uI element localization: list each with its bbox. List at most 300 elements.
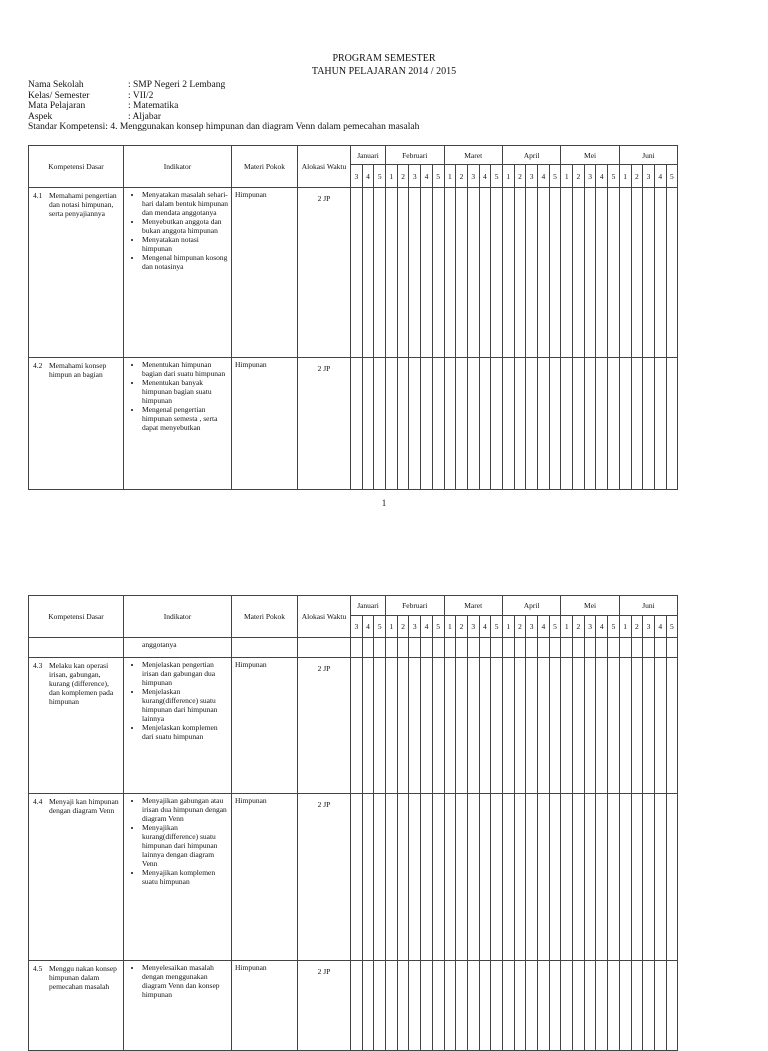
indikator-list [126, 660, 229, 741]
week-cell [631, 658, 643, 794]
week-cell [619, 358, 631, 490]
week-number: 2 [631, 616, 643, 638]
indikator-item: • Menyajikan gabungan atau irisan dua himpunan dengan diagram Venn [142, 796, 229, 823]
week-cell [619, 961, 631, 1051]
week-cell [386, 961, 398, 1051]
kd-cell [29, 794, 124, 961]
week-number: 3 [409, 616, 421, 638]
indikator-item: • Menyatakan masalah sehari- hari dalam bentuk himpunan dan mendata anggotanya [142, 190, 229, 217]
week-cell [362, 794, 374, 961]
week-cell [351, 961, 363, 1051]
week-number: 2 [397, 165, 409, 188]
week-number: 2 [514, 616, 526, 638]
week-cell [596, 794, 608, 961]
week-cell [666, 188, 678, 358]
week-number: 2 [397, 616, 409, 638]
week-cell [526, 638, 538, 658]
month-header: Maret [444, 596, 502, 616]
week-cell [467, 188, 479, 358]
week-cell [631, 794, 643, 961]
week-cell [421, 794, 433, 961]
week-cell [573, 358, 585, 490]
week-number: 5 [549, 165, 561, 188]
info-label: Aspek [28, 111, 53, 122]
info-value: : VII/2 [128, 90, 154, 101]
week-cell [491, 658, 503, 794]
week-number: 1 [444, 616, 456, 638]
week-number: 5 [608, 616, 620, 638]
week-cell [654, 794, 666, 961]
week-cell [538, 638, 550, 658]
week-cell [386, 188, 398, 358]
week-number: 5 [374, 165, 386, 188]
indikator-list [126, 190, 229, 271]
week-cell [397, 961, 409, 1051]
standar-kompetensi: Standar Kompetensi: 4. Menggunakan konsep himpunan dan diagram Venn dalam pemecahan masalah [28, 122, 420, 132]
week-cell [386, 658, 398, 794]
week-cell [596, 961, 608, 1051]
week-cell [526, 188, 538, 358]
week-number: 4 [479, 616, 491, 638]
week-cell [432, 794, 444, 961]
week-cell [666, 658, 678, 794]
week-number: 1 [502, 616, 514, 638]
week-cell [666, 638, 678, 658]
page-number: 1 [381, 498, 387, 508]
indikator-header: Indikator [124, 596, 232, 638]
week-cell [584, 358, 596, 490]
week-cell [526, 794, 538, 961]
week-number: 4 [362, 616, 374, 638]
week-cell [467, 358, 479, 490]
week-cell [573, 188, 585, 358]
week-cell [596, 658, 608, 794]
week-cell [619, 188, 631, 358]
week-number: 1 [386, 616, 398, 638]
week-cell [444, 188, 456, 358]
week-cell [421, 638, 433, 658]
table-row [29, 658, 678, 794]
document-subtitle: TAHUN PELAJARAN 2014 / 2015 [311, 66, 457, 77]
month-header: Juni [619, 146, 677, 165]
week-number: 4 [596, 616, 608, 638]
week-number: 1 [561, 165, 573, 188]
indikator-item: • Menyatakan notasi himpunan [142, 235, 229, 253]
indikator-item: • Menjelaskan komplemen dari suatu himpunan [142, 723, 229, 741]
week-number: 3 [643, 616, 655, 638]
week-cell [444, 794, 456, 961]
week-cell [491, 638, 503, 658]
week-cell [538, 658, 550, 794]
week-cell [479, 638, 491, 658]
week-cell [573, 658, 585, 794]
week-cell [421, 358, 433, 490]
week-cell [514, 358, 526, 490]
kd-number: 4.5 [33, 964, 43, 973]
week-number: 3 [526, 165, 538, 188]
week-cell [573, 961, 585, 1051]
week-cell [409, 638, 421, 658]
week-number: 1 [502, 165, 514, 188]
week-cell [491, 188, 503, 358]
indikator-cell [124, 358, 232, 490]
alokasi-header: Alokasi Waktu [298, 596, 351, 638]
week-number: 4 [421, 616, 433, 638]
week-number: 5 [374, 616, 386, 638]
week-cell [432, 188, 444, 358]
kd-number: 4.1 [33, 191, 43, 200]
week-cell [362, 961, 374, 1051]
week-number: 5 [666, 165, 678, 188]
week-cell [351, 188, 363, 358]
week-cell [374, 188, 386, 358]
kd-number: 4.3 [33, 661, 43, 670]
materi-cell: Himpunan [232, 794, 298, 961]
table-row [29, 358, 678, 490]
kd-header: Kompetensi Dasar [29, 596, 124, 638]
week-cell [456, 658, 468, 794]
kd-text: Menggu nakan konsep himpunan dalam pemecahan masalah [49, 964, 117, 991]
week-cell [561, 794, 573, 961]
week-cell [444, 358, 456, 490]
week-cell [397, 638, 409, 658]
week-number: 5 [608, 165, 620, 188]
indikator-cell [124, 794, 232, 961]
indikator-item: • Menjelaskan kurang(difference) suatu himpunan dari himpunan lainnya [142, 687, 229, 723]
week-cell [479, 961, 491, 1051]
month-header: Februari [386, 146, 444, 165]
week-number: 3 [526, 616, 538, 638]
materi-cell: Himpunan [232, 658, 298, 794]
info-value: : Aljabar [128, 111, 161, 122]
kd-number: 4.2 [33, 361, 43, 370]
week-number: 5 [549, 616, 561, 638]
indikator-item: • Menjelaskan pengertian irisan dan gabungan dua himpunan [142, 660, 229, 687]
week-cell [631, 638, 643, 658]
kd-cell [29, 638, 124, 658]
document-title: PROGRAM SEMESTER [332, 53, 436, 64]
indikator-item: • Mengenal pengertian himpunan semesta , serta dapat menyebutkan [142, 405, 229, 432]
week-cell [456, 961, 468, 1051]
week-cell [374, 638, 386, 658]
month-header: Mei [561, 596, 619, 616]
month-header: Maret [444, 146, 502, 165]
week-cell [397, 358, 409, 490]
week-cell [421, 658, 433, 794]
month-header: Januari [351, 596, 386, 616]
info-row [28, 112, 419, 123]
week-number: 2 [456, 616, 468, 638]
kd-text: Melaku kan operasi irisan, gabungan, kurang (difference), dan komplemen pada himpunan [49, 661, 114, 706]
alokasi-cell: 2 JP [298, 961, 351, 1051]
week-cell [619, 794, 631, 961]
week-number: 1 [619, 165, 631, 188]
week-cell [666, 961, 678, 1051]
week-cell [561, 638, 573, 658]
school-info [28, 80, 419, 133]
week-number: 3 [643, 165, 655, 188]
week-number: 5 [491, 616, 503, 638]
week-cell [409, 358, 421, 490]
week-number: 4 [538, 165, 550, 188]
alokasi-cell: 2 JP [298, 794, 351, 961]
week-number: 5 [491, 165, 503, 188]
week-cell [643, 188, 655, 358]
week-cell [643, 358, 655, 490]
week-cell [502, 358, 514, 490]
indikator-list [126, 963, 229, 999]
indikator-item: • Menyebutkan anggota dan bukan anggota himpunan [142, 217, 229, 235]
month-header: Mei [561, 146, 619, 165]
indikator-item: • Menyelesaikan masalah dengan menggunakan diagram Venn dan konsep himpunan [142, 963, 229, 999]
indikator-list [126, 360, 229, 432]
week-number: 2 [514, 165, 526, 188]
week-cell [561, 358, 573, 490]
alokasi-cell [298, 638, 351, 658]
materi-header: Materi Pokok [232, 596, 298, 638]
week-number: 2 [573, 616, 585, 638]
week-cell [654, 638, 666, 658]
week-cell [631, 188, 643, 358]
week-cell [643, 794, 655, 961]
week-cell [502, 188, 514, 358]
week-cell [608, 794, 620, 961]
week-cell [467, 794, 479, 961]
week-number: 4 [654, 616, 666, 638]
month-header: April [502, 146, 560, 165]
week-number: 4 [654, 165, 666, 188]
week-cell [456, 188, 468, 358]
page-title [0, 52, 768, 78]
week-cell [502, 638, 514, 658]
materi-cell [232, 638, 298, 658]
info-row [28, 101, 419, 112]
info-value: : SMP Negeri 2 Lembang [128, 80, 226, 90]
info-label: Kelas/ Semester [28, 90, 90, 101]
week-cell [608, 961, 620, 1051]
week-cell [479, 188, 491, 358]
week-number: 4 [421, 165, 433, 188]
indikator-item: • Menyajikan kurang(difference) suatu himpunan dari himpunan lainnya dengan diagram Venn [142, 823, 229, 868]
week-cell [514, 188, 526, 358]
continuation-text: anggotanya [124, 638, 232, 658]
week-cell [409, 794, 421, 961]
week-cell [584, 188, 596, 358]
week-cell [631, 358, 643, 490]
week-cell [643, 638, 655, 658]
indikator-header: Indikator [124, 146, 232, 188]
materi-header: Materi Pokok [232, 146, 298, 188]
month-header: Februari [386, 596, 444, 616]
week-cell [514, 961, 526, 1051]
alokasi-cell: 2 JP [298, 658, 351, 794]
week-cell [374, 358, 386, 490]
week-cell [421, 961, 433, 1051]
week-cell [444, 658, 456, 794]
week-cell [538, 358, 550, 490]
week-cell [502, 961, 514, 1051]
week-cell [397, 188, 409, 358]
indikator-item: • Menyajikan komplemen suatu himpunan [142, 868, 229, 886]
week-number: 5 [432, 616, 444, 638]
week-cell [596, 188, 608, 358]
week-cell [409, 658, 421, 794]
kd-cell [29, 658, 124, 794]
week-cell [409, 188, 421, 358]
month-header: April [502, 596, 560, 616]
week-cell [467, 961, 479, 1051]
week-cell [549, 188, 561, 358]
kd-cell [29, 358, 124, 490]
week-cell [666, 358, 678, 490]
week-number: 4 [596, 165, 608, 188]
week-number: 1 [619, 616, 631, 638]
materi-cell: Himpunan [232, 961, 298, 1051]
week-cell [643, 961, 655, 1051]
week-cell [444, 961, 456, 1051]
week-cell [432, 358, 444, 490]
week-cell [432, 638, 444, 658]
week-cell [549, 658, 561, 794]
kd-text: Memahami pengertian dan notasi himpunan, serta penyajiannya [49, 191, 117, 218]
indikator-item: • Menentukan banyak himpunan bagian suatu himpunan [142, 378, 229, 405]
week-cell [526, 358, 538, 490]
header-row [29, 146, 678, 165]
materi-cell: Himpunan [232, 188, 298, 358]
week-number: 3 [351, 165, 363, 188]
week-number: 2 [631, 165, 643, 188]
week-cell [584, 961, 596, 1051]
week-cell [386, 358, 398, 490]
week-cell [456, 358, 468, 490]
week-cell [479, 658, 491, 794]
week-cell [351, 358, 363, 490]
week-cell [374, 658, 386, 794]
week-cell [549, 794, 561, 961]
week-cell [619, 638, 631, 658]
week-number: 3 [351, 616, 363, 638]
week-number: 3 [467, 165, 479, 188]
week-cell [608, 638, 620, 658]
week-number: 5 [666, 616, 678, 638]
info-label: Nama Sekolah [28, 80, 84, 90]
week-cell [514, 794, 526, 961]
info-label: Mata Pelajaran [28, 101, 86, 111]
kd-text: Menyaji kan himpunan dengan diagram Venn [49, 797, 119, 815]
week-number: 4 [479, 165, 491, 188]
indikator-list [126, 796, 229, 886]
info-row [28, 80, 419, 91]
week-cell [432, 961, 444, 1051]
week-cell [596, 358, 608, 490]
week-number: 3 [584, 165, 596, 188]
week-cell [654, 658, 666, 794]
kd-number: 4.4 [33, 797, 43, 806]
alokasi-cell: 2 JP [298, 188, 351, 358]
table-row [29, 794, 678, 961]
week-cell [538, 961, 550, 1051]
week-cell [526, 658, 538, 794]
week-cell [351, 794, 363, 961]
week-cell [386, 794, 398, 961]
indikator-item: • Menentukan himpunan bagian dari suatu himpunan [142, 360, 229, 378]
week-cell [526, 961, 538, 1051]
week-cell [456, 638, 468, 658]
week-cell [467, 658, 479, 794]
week-cell [362, 358, 374, 490]
week-cell [619, 658, 631, 794]
header-row [29, 596, 678, 616]
week-cell [514, 658, 526, 794]
table-row [29, 961, 678, 1051]
week-cell [444, 638, 456, 658]
week-cell [608, 658, 620, 794]
kd-header: Kompetensi Dasar [29, 146, 124, 188]
materi-cell: Himpunan [232, 358, 298, 490]
week-number: 5 [432, 165, 444, 188]
week-cell [351, 658, 363, 794]
week-cell [643, 658, 655, 794]
week-cell [584, 658, 596, 794]
month-header: Juni [619, 596, 677, 616]
week-cell [596, 638, 608, 658]
week-number: 4 [538, 616, 550, 638]
week-cell [362, 658, 374, 794]
week-number: 3 [584, 616, 596, 638]
week-cell [491, 961, 503, 1051]
week-number: 2 [573, 165, 585, 188]
indikator-cell [124, 658, 232, 794]
week-cell [397, 794, 409, 961]
week-number: 1 [561, 616, 573, 638]
week-cell [666, 794, 678, 961]
week-cell [584, 794, 596, 961]
week-number: 3 [467, 616, 479, 638]
kd-cell [29, 961, 124, 1051]
week-cell [654, 188, 666, 358]
week-cell [374, 794, 386, 961]
week-cell [561, 961, 573, 1051]
indikator-item: • Mengenal himpunan kosong dan notasinya [142, 253, 229, 271]
semester-program-table-continued [28, 595, 678, 1051]
info-row [28, 91, 419, 102]
table-row [29, 188, 678, 358]
alokasi-header: Alokasi Waktu [298, 146, 351, 188]
indikator-cell [124, 188, 232, 358]
week-cell [608, 358, 620, 490]
kd-cell [29, 188, 124, 358]
week-cell [631, 961, 643, 1051]
week-cell [514, 638, 526, 658]
week-cell [549, 961, 561, 1051]
week-cell [374, 961, 386, 1051]
week-cell [491, 358, 503, 490]
week-cell [467, 638, 479, 658]
week-cell [549, 638, 561, 658]
week-cell [479, 794, 491, 961]
week-cell [573, 638, 585, 658]
week-cell [432, 658, 444, 794]
alokasi-cell: 2 JP [298, 358, 351, 490]
week-cell [608, 188, 620, 358]
week-number: 1 [386, 165, 398, 188]
month-header: Januari [351, 146, 386, 165]
week-cell [397, 658, 409, 794]
week-cell [362, 638, 374, 658]
week-number: 4 [362, 165, 374, 188]
week-cell [502, 794, 514, 961]
week-cell [654, 961, 666, 1051]
